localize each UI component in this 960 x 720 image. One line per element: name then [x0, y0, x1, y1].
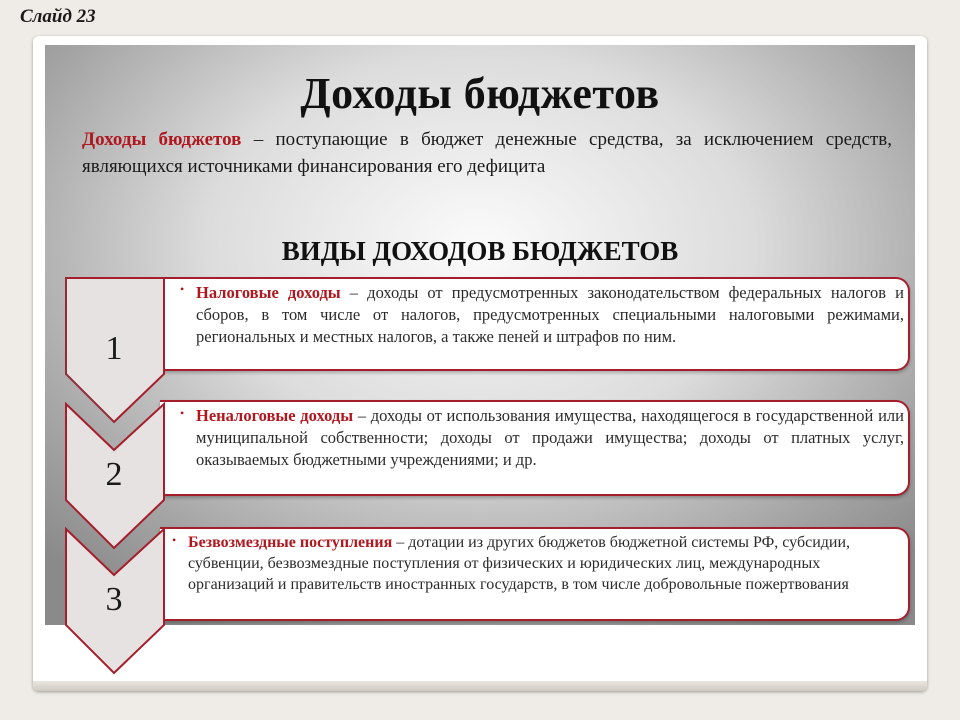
item-number-1: 1 [105, 330, 123, 367]
slide-number: Слайд 23 [20, 6, 96, 27]
item-body-1: – доходы от предусмотренных законодательством федеральных налогов и сборов, в том числе от налогов, предусмотренных специальными налоговыми режимами, региональных и местных налогов, а также пеней и штрафов по ним. [196, 283, 904, 346]
item-lead-3: Безвозмездные поступления [188, 534, 393, 551]
section-subtitle: ВИДЫ ДОХОДОВ БЮДЖЕТОВ [281, 236, 679, 266]
item-bullet-2: • [180, 406, 185, 420]
item-text-1 [196, 282, 904, 348]
item-lead-2: Неналоговые доходы [196, 406, 354, 425]
definition-text: – поступающие в бюджет денежные средства, за исключением средств, являющихся источниками финансирования его дефицита [82, 129, 892, 177]
item-body-2: – доходы от использования имущества, находящегося в государственной или муниципальной собственности; доходы от продажи имущества; доходы от платных услуг, оказываемых бюджетными учреждениями; и др. [196, 406, 904, 469]
definition [82, 126, 892, 180]
slide-footer-bar [33, 681, 927, 691]
item-bullet-3: • [172, 533, 177, 547]
item-lead-1: Налоговые доходы [196, 283, 341, 302]
item-text-3 [188, 532, 878, 595]
item-number-3: 3 [105, 581, 123, 618]
item-bullet-1: • [180, 282, 185, 296]
item-text-2 [196, 405, 904, 471]
item-number-2: 2 [105, 456, 123, 493]
definition-term: Доходы бюджетов [82, 129, 242, 150]
item-body-3: – дотации из других бюджетов бюджетной системы РФ, субсидии, субвенции, безвозмездные поступления от физических и юридических лиц, международных организаций и правительств иностранных государств, в том числе добровольные пожертвования [188, 534, 851, 593]
main-title: Доходы бюджетов [300, 69, 660, 118]
